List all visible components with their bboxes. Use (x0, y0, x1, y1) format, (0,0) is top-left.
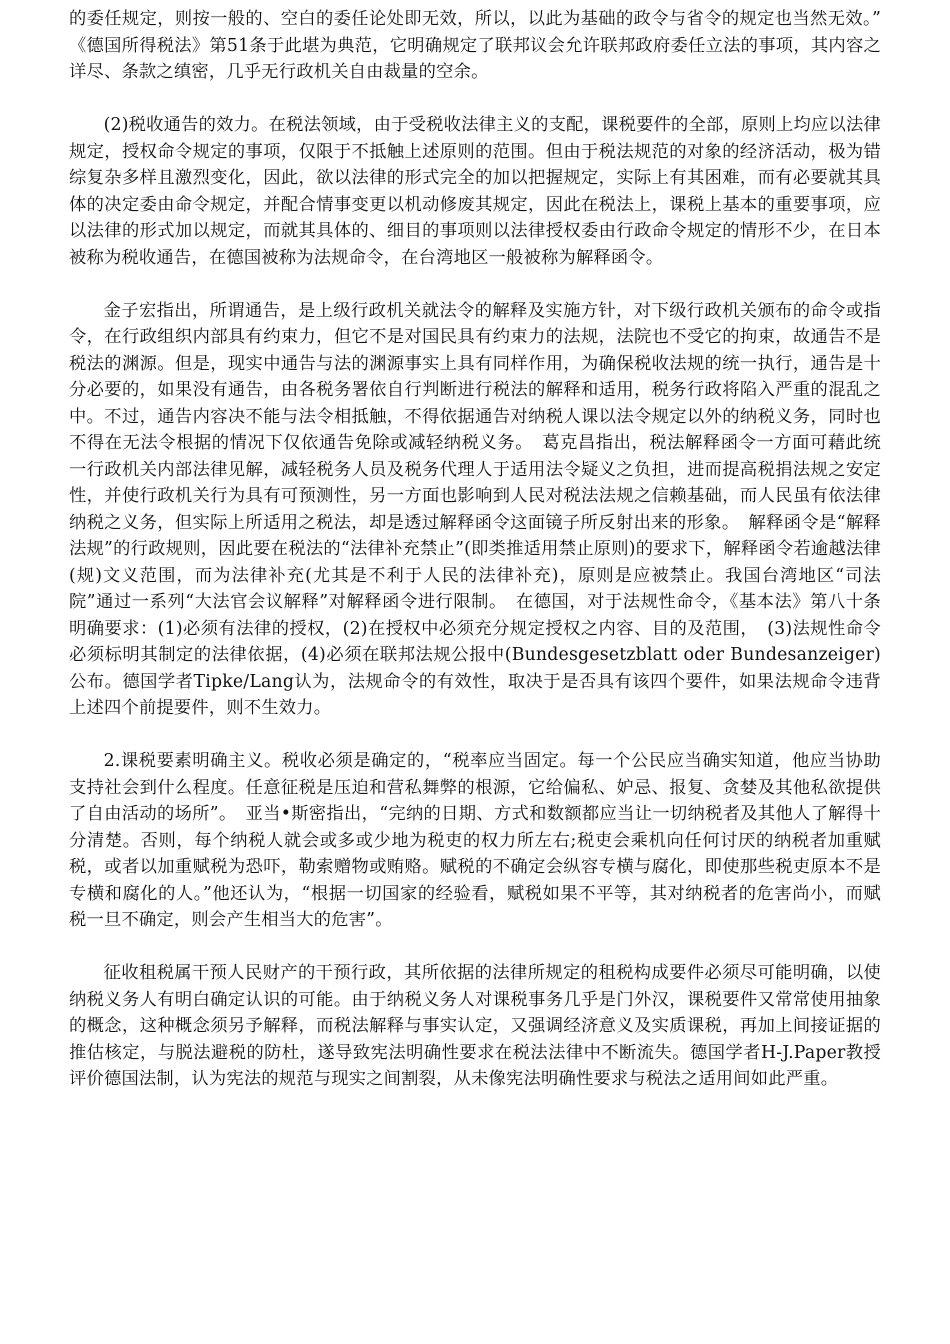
paragraph-tax-element-clarity: 2.课税要素明确主义。税收必须是确定的，“税率应当固定。每一个公民应当确实知道，他应当协助支持社会到什么程度。任意征税是压迫和营私舞弊的根源，它给偏私、妒忌、报复、贪婪及其他私欲提供了自由活动的场所”。 亚当•斯密指出，“完纳的日期、方式和数额都应当让一切纳税者及其他人了解得十分清楚。否则，每个纳税人就会或多或少地为税吏的权力所左右;税吏会乘机向任何讨厌的纳税者加重赋税，或者以加重赋税为恐吓，勒索赠物或贿赂。赋税的不确定会纵容专横与腐化，即使那些税吏原本不是专横和腐化的人。”他还认为，“根据一切国家的经验看，赋税如果不平等，其对纳税者的危害尚小，而赋税一旦不确定，则会产生相当大的危害”。 (69, 751, 881, 930)
document-page (69, 6, 899, 1119)
paragraph-notice-discussion: 金子宏指出，所谓通告，是上级行政机关就法令的解释及实施方针，对下级行政机关颁布的命令或指令，在行政组织内部具有约束力，但它不是对国民具有约束力的法规，法院也不受它的拘束，故通告不是税法的渊源。但是，现实中通告与法的渊源事实上具有同样作用，为确保税收法规的统一执行，通告是十分必要的，如果没有通告，由各税务署依自行判断进行税法的解释和适用，税务行政将陷入严重的混乱之中。不过，通告内容决不能与法令相抵触，不得依据通告对纳税人课以法令规定以外的纳税义务，同时也不得在无法令根据的情况下仅依通告免除或减轻纳税义务。 葛克昌指出，税法解释函令一方面可藉此统一行政机关内部法律见解，减轻税务人员及税务代理人于适用法令疑义之负担，进而提高税捐法规之安定性，并使行政机关行为具有可预测性，另一方面也影响到人民对税法法规之信赖基础，而人民虽有依法律纳税之义务，但实际上所适用之税法，却是透过解释函令这面镜子所反射出来的形象。 解释函令是“解释法规”的行政规则，因此要在税法的“法律补充禁止”(即类推适用禁止原则)的要求下，解释函令若逾越法律(规)文义范围，而为法律补充(尤其是不利于人民的法律补充)，原则是应被禁止。我国台湾地区“司法院”通过一系列“大法官会议解释”对解释函令进行限制。 在德国，对于法规性命令，《基本法》第八十条明确要求：(1)必须有法律的授权，(2)在授权中必须充分规定授权之内容、目的及范围， (3)法规性命令必须标明其制定的法律依据，(4)必须在联邦法规公报中(Bundesgesetzblatt oder Bundesanzeiger)公布。德国学者Tipke/Lang认为，法规命令的有效性，取决于是否具有该四个要件，如果法规命令违背上述四个前提要件，则不生效力。 (69, 300, 881, 718)
paragraph-continuation: 的委任规定，则按一般的、空白的委任论处即无效，所以，以此为基础的政令与省令的规定也当然无效。” 《德国所得税法》第51条于此堪为典范，它明确规定了联邦议会允许联邦政府委任立法的事项，其内容之详尽、条款之缜密，几乎无行政机关自由裁量的空余。 (69, 9, 899, 82)
paragraph-constitutional-clarity: 征收租税属干预人民财产的干预行政，其所依据的法律所规定的租税构成要件必须尽可能明确，以使纳税义务人有明白确定认识的可能。由于纳税义务人对课税事务几乎是门外汉，课税要件又常常使用抽象的概念，这种概念须另予解释，而税法解释与事实认定，又强调经济意义及实质课税，再加上间接证据的推估核定，与脱法避税的防杜，遂导致宪法明确性要求在税法法律中不断流失。德国学者H-J.Paper教授评价德国法制，认为宪法的规范与现实之间割裂，从未像宪法明确性要求与税法之适用间如此严重。 (69, 963, 881, 1089)
paragraph-tax-notice-effect: (2)税收通告的效力。在税法领域，由于受税收法律主义的支配，课税要件的全部，原则上均应以法律规定，授权命令规定的事项，仅限于不抵触上述原则的范围。但由于税法规范的对象的经济活动，极为错综复杂多样且激烈变化，因此，欲以法律的形式完全的加以把握规定，实际上有其困难，而有必要就其具体的决定委由命令规定，并配合情事变更以机动修废其规定，因此在税法上，课税上基本的重要事项，应以法律的形式加以规定，而就其具体的、细目的事项则以法律授权委由行政命令规定的情形不少，在日本被称为税收通告，在德国被称为法规命令，在台湾地区一般被称为解释函令。 (69, 115, 881, 268)
